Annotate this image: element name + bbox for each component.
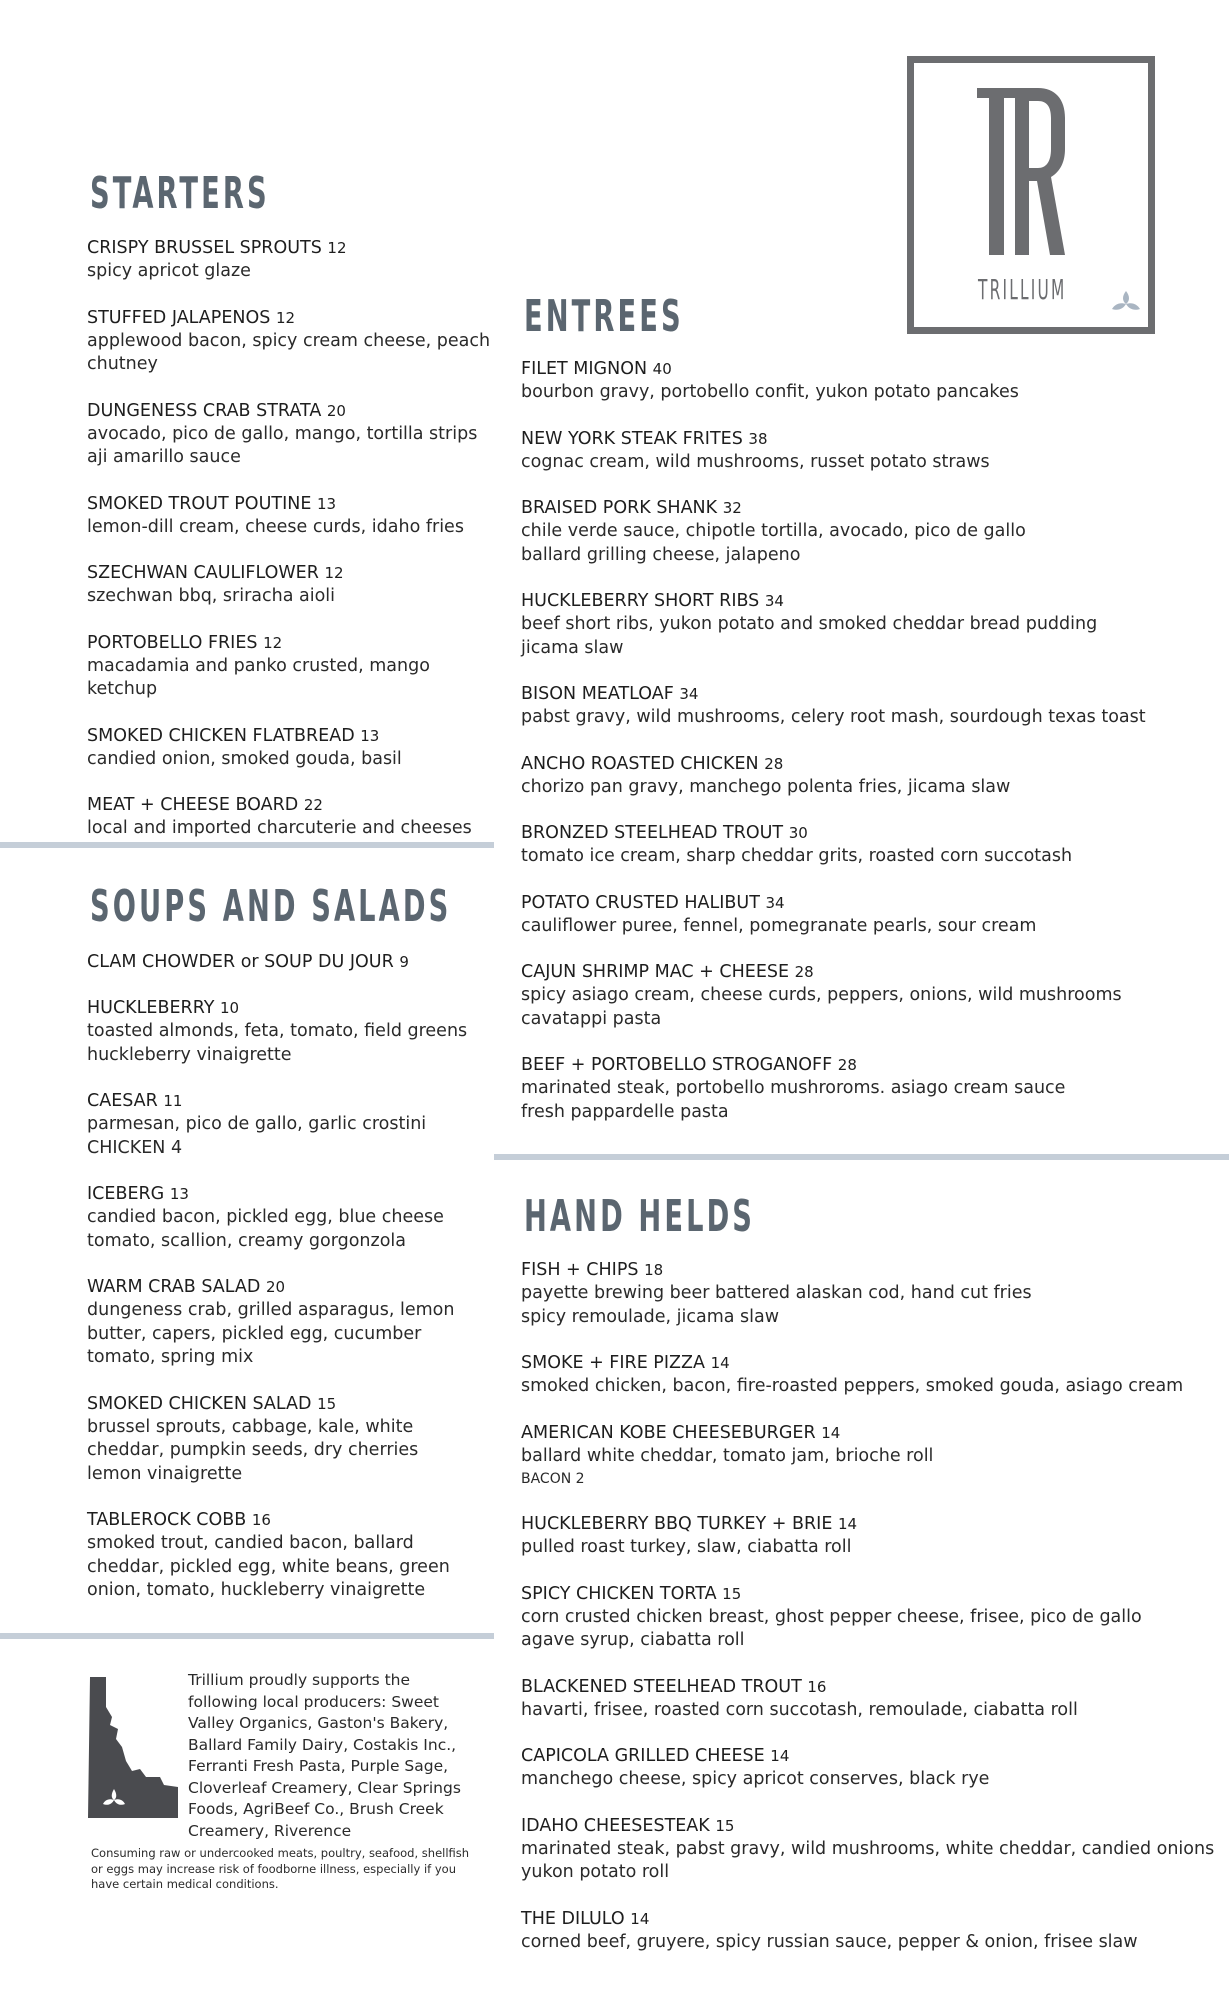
menu-item [87, 1509, 497, 1603]
trillium-flower-icon [1112, 291, 1140, 313]
section-divider [494, 1154, 1229, 1160]
menu-item [87, 562, 497, 609]
menu-item [521, 497, 1211, 567]
menu-item-price: 11 [163, 1092, 183, 1110]
menu-item-title [521, 1513, 1221, 1536]
menu-item [87, 951, 497, 974]
menu-item [521, 1815, 1221, 1885]
menu-item-description: tomato ice cream, sharp cheddar grits, roasted corn succotash [521, 846, 1073, 866]
tr-monogram-icon [914, 63, 1148, 273]
menu-item-name: FISH + CHIPS [521, 1260, 639, 1280]
menu-item-name: SPICY CHICKEN TORTA [521, 1583, 717, 1604]
menu-item-price: 28 [794, 963, 814, 981]
menu-item-price: 38 [748, 429, 768, 448]
hand-helds-heading: HAND HELDS [524, 1191, 756, 1242]
menu-item-price: 14 [837, 1515, 858, 1533]
menu-item [87, 1393, 497, 1487]
menu-item-price: 15 [715, 1816, 735, 1835]
menu-item-title [521, 428, 1211, 451]
menu-item-name: SMOKED CHICKEN FLATBREAD [87, 725, 355, 746]
menu-item [521, 753, 1211, 800]
menu-item-description: beef short ribs, yukon potato and smoked cheddar bread pudding jicama slaw [521, 614, 1098, 658]
menu-item-name: SMOKED TROUT POUTINE [87, 493, 312, 514]
menu-item [521, 358, 1211, 405]
menu-item-name: STUFFED JALAPENOS [87, 307, 271, 328]
menu-item-description: spicy apricot glaze [87, 261, 251, 281]
menu-item-name: CRISPY BRUSSEL SPROUTS [87, 238, 322, 258]
menu-item-price: 12 [327, 239, 347, 257]
menu-item [521, 1054, 1211, 1124]
menu-item-description: applewood bacon, spicy cream cheese, peach chutney [87, 330, 491, 374]
menu-item-title [87, 1090, 497, 1113]
producers-list: Sweet Valley Organics, Gaston's Bakery, Ballard Family Dairy, Costakis Inc., Ferranti Fresh Pasta, Purple Sage, Cloverleaf Creamery, Clear Springs Foods, AgriBeef Co., Brush Creek Creamery, Riverence [188, 1692, 461, 1840]
idaho-state-icon [88, 1677, 178, 1818]
menu-item-title [521, 1259, 1221, 1282]
menu-item-title [521, 1676, 1221, 1699]
menu-item-title [521, 1815, 1221, 1838]
menu-item-title [87, 1393, 497, 1416]
menu-item [87, 1090, 497, 1160]
menu-item [521, 1745, 1221, 1792]
menu-item-name: WARM CRAB SALAD [87, 1277, 261, 1297]
menu-item-price: 40 [652, 360, 672, 378]
entrees-list [521, 358, 1211, 1147]
menu-item-title [521, 1054, 1211, 1077]
menu-item [521, 428, 1211, 475]
menu-item-description: bourbon gravy, portobello confit, yukon potato pancakes [521, 382, 1019, 402]
producers-intro: Trillium proudly supports the following local producers: [188, 1671, 411, 1711]
menu-item-description: candied bacon, pickled egg, blue cheese tomato, scallion, creamy gorgonzola [87, 1207, 444, 1251]
menu-item-name: BLACKENED STEELHEAD TROUT [521, 1676, 802, 1697]
menu-item-description: payette brewing beer battered alaskan cod, hand cut fries spicy remoulade, jicama slaw [521, 1283, 1032, 1327]
menu-item-price: 12 [324, 564, 344, 582]
menu-item-description: candied onion, smoked gouda, basil [87, 748, 402, 769]
menu-item-price: 14 [770, 1747, 790, 1765]
menu-item-title [521, 1352, 1221, 1375]
menu-item-price: 13 [169, 1185, 189, 1203]
menu-item-title [87, 632, 497, 655]
menu-item-price: 16 [807, 1677, 827, 1696]
menu-item-description: cauliflower puree, fennel, pomegranate pearls, sour cream [521, 915, 1037, 936]
menu-item [87, 1183, 497, 1253]
menu-item-price: 20 [265, 1278, 286, 1296]
menu-item-description: ballard white cheddar, tomato jam, brioche roll [521, 1445, 934, 1466]
menu-item-title [87, 400, 497, 423]
menu-item-name: MEAT + CHEESE BOARD [87, 795, 299, 815]
menu-item [521, 1422, 1221, 1491]
menu-item-title [87, 1509, 497, 1532]
menu-item-name: CAESAR [87, 1091, 158, 1111]
menu-item-description: avocado, pico de gallo, mango, tortilla strips aji amarillo sauce [87, 423, 478, 467]
menu-item-name: NEW YORK STEAK FRITES [521, 428, 743, 449]
starters-heading: STARTERS [90, 168, 270, 219]
soups-salads-heading: SOUPS AND SALADS [90, 881, 452, 932]
menu-item-price: 14 [821, 1423, 841, 1442]
menu-item-description: parmesan, pico de gallo, garlic crostini CHICKEN 4 [87, 1114, 427, 1158]
menu-item-name: HUCKLEBERRY BBQ TURKEY + BRIE [521, 1514, 833, 1534]
menu-item-description: chile verde sauce, chipotle tortilla, avocado, pico de gallo ballard grilling cheese, jalapeno [521, 521, 1026, 565]
menu-item-description: spicy asiago cream, cheese curds, peppers, onions, wild mushrooms cavatappi pasta [521, 985, 1122, 1029]
menu-item-name: SMOKE + FIRE PIZZA [521, 1353, 705, 1373]
menu-item-description: pabst gravy, wild mushrooms, celery root mash, sourdough texas toast [521, 707, 1146, 727]
starters-list [87, 237, 497, 864]
menu-item-title [87, 562, 497, 585]
menu-item-title [521, 1908, 1221, 1931]
menu-item-price: 22 [303, 796, 323, 814]
menu-item-title [87, 493, 497, 516]
menu-item-description: lemon-dill cream, cheese curds, idaho fries [87, 516, 464, 537]
menu-item-price: 13 [316, 494, 337, 513]
menu-item-title [521, 358, 1211, 381]
menu-item [87, 794, 497, 841]
menu-item-name: TABLEROCK COBB [87, 1510, 247, 1530]
menu-item-name: BEEF + PORTOBELLO STROGANOFF [521, 1055, 833, 1075]
menu-item [87, 1276, 497, 1370]
menu-item-description: havarti, frisee, roasted corn succotash, remoulade, ciabatta roll [521, 1699, 1078, 1720]
menu-item-name: SMOKED CHICKEN SALAD [87, 1393, 312, 1414]
menu-item-price: 10 [220, 999, 240, 1017]
menu-item-name: DUNGENESS CRAB STRATA [87, 400, 322, 421]
menu-item-name: ICEBERG [87, 1184, 165, 1204]
menu-item-name: BISON MEATLOAF [521, 684, 674, 704]
menu-item-title [521, 1745, 1221, 1768]
menu-item-title [521, 961, 1211, 984]
menu-item-description: cognac cream, wild mushrooms, russet potato straws [521, 451, 990, 472]
menu-item [521, 683, 1211, 730]
menu-item-name: POTATO CRUSTED HALIBUT [521, 892, 760, 913]
menu-item [521, 1676, 1221, 1723]
menu-item-title [87, 1276, 497, 1299]
menu-item [87, 307, 497, 377]
menu-item-price: 18 [644, 1261, 664, 1279]
menu-item [521, 1583, 1221, 1653]
menu-item-description: brussel sprouts, cabbage, kale, white cheddar, pumpkin seeds, dry cherries lemon vinaigrette [87, 1416, 419, 1484]
menu-item-description: local and imported charcuterie and cheeses [87, 818, 472, 838]
menu-item [521, 822, 1211, 869]
section-divider [0, 842, 494, 848]
menu-item-title [521, 892, 1211, 915]
menu-item-price: 15 [317, 1394, 337, 1413]
menu-item-description: marinated steak, portobello mushroroms. asiago cream sauce fresh pappardelle pasta [521, 1078, 1066, 1122]
menu-item [521, 961, 1211, 1031]
section-divider [0, 1633, 494, 1639]
menu-item-title [521, 822, 1211, 845]
menu-item-title [87, 794, 497, 817]
menu-item-price: 34 [764, 592, 784, 610]
menu-item-price: 9 [399, 953, 409, 971]
menu-item-name: PORTOBELLO FRIES [87, 632, 258, 653]
menu-item-title [87, 725, 497, 748]
logo-wordmark: TRILLIUM [978, 273, 1067, 306]
menu-item-price: 13 [360, 726, 380, 745]
menu-item-price: 12 [275, 308, 296, 327]
menu-item [87, 725, 497, 772]
menu-item-name: ANCHO ROASTED CHICKEN [521, 753, 759, 774]
menu-item [521, 1513, 1221, 1560]
menu-item-title [521, 1422, 1221, 1445]
menu-item-price: 14 [710, 1354, 730, 1372]
menu-item-price: 28 [837, 1056, 857, 1074]
menu-item-name: FILET MIGNON [521, 359, 648, 379]
menu-item [521, 1908, 1221, 1955]
menu-item-name: SZECHWAN CAULIFLOWER [87, 563, 319, 583]
menu-item-price: 34 [679, 685, 699, 703]
menu-item [87, 493, 497, 540]
menu-item [521, 1259, 1221, 1329]
menu-item-description: marinated steak, pabst gravy, wild mushrooms, white cheddar, candied onions yukon potato roll [521, 1838, 1215, 1882]
menu-item-name: AMERICAN KOBE CHEESEBURGER [521, 1422, 816, 1443]
hand-helds-list [521, 1259, 1221, 1977]
menu-item-title [87, 997, 497, 1020]
menu-item-price: 16 [251, 1511, 271, 1529]
menu-item [87, 237, 497, 284]
menu-item-description: pulled roast turkey, slaw, ciabatta roll [521, 1537, 852, 1557]
menu-item-price: 28 [764, 754, 784, 773]
menu-item-price: 14 [630, 1909, 650, 1928]
menu-item-description: szechwan bbq, sriracha aioli [87, 586, 336, 606]
producers-note [188, 1670, 478, 1842]
menu-item-description: toasted almonds, feta, tomato, field greens huckleberry vinaigrette [87, 1021, 468, 1065]
menu-item-title [521, 497, 1211, 520]
menu-item-description: macadamia and panko crusted, mango ketchup [87, 655, 430, 699]
menu-item-addon: BACON 2 [521, 1471, 585, 1487]
menu-item-name: CLAM CHOWDER or SOUP DU JOUR [87, 952, 394, 972]
menu-item-description: smoked chicken, bacon, fire-roasted peppers, smoked gouda, asiago cream [521, 1376, 1184, 1396]
menu-item-name: BRONZED STEELHEAD TROUT [521, 823, 784, 843]
menu-item-name: BRAISED PORK SHANK [521, 498, 718, 518]
menu-item-name: CAJUN SHRIMP MAC + CHEESE [521, 962, 790, 982]
menu-item-title [87, 307, 497, 330]
entrees-heading: ENTREES [524, 291, 684, 342]
menu-item-description: manchego cheese, spicy apricot conserves, black rye [521, 1769, 990, 1789]
menu-item-price: 20 [326, 401, 346, 420]
menu-item-title [521, 753, 1211, 776]
menu-item-price: 12 [263, 633, 283, 652]
menu-item-title [87, 951, 497, 974]
menu-item [521, 892, 1211, 939]
menu-item [521, 1352, 1221, 1399]
menu-item-description: corned beef, gruyere, spicy russian sauce, pepper & onion, frisee slaw [521, 1931, 1138, 1952]
menu-item-name: IDAHO CHEESESTEAK [521, 1815, 710, 1836]
menu-item-name: THE DILULO [521, 1908, 625, 1929]
menu-item-description: corn crusted chicken breast, ghost pepper cheese, frisee, pico de gallo agave syrup, ciabatta roll [521, 1606, 1142, 1650]
menu-item-price: 32 [722, 499, 742, 517]
menu-item [521, 590, 1211, 660]
menu-item-price: 30 [788, 824, 808, 842]
menu-item-description: chorizo pan gravy, manchego polenta fries, jicama slaw [521, 776, 1011, 797]
menu-item-description: smoked trout, candied bacon, ballard cheddar, pickled egg, white beans, green onion, tomato, huckleberry vinaigrette [87, 1533, 450, 1600]
trillium-logo [907, 56, 1155, 334]
menu-item-title [87, 1183, 497, 1206]
menu-item-title [521, 590, 1211, 613]
menu-item-name: HUCKLEBERRY [87, 998, 215, 1018]
food-safety-disclaimer: Consuming raw or undercooked meats, poultry, seafood, shellfish or eggs may increase risk of foodborne illness, especially if you have certain medical conditions. [91, 1846, 470, 1891]
soups-salads-list [87, 951, 497, 1626]
menu-item-title [521, 683, 1211, 706]
menu-item [87, 400, 497, 470]
menu-item-price: 34 [765, 893, 785, 912]
menu-item-name: CAPICOLA GRILLED CHEESE [521, 1746, 765, 1766]
menu-item-title [87, 237, 497, 260]
menu-item-description: dungeness crab, grilled asparagus, lemon butter, capers, pickled egg, cucumber tomato, spring mix [87, 1300, 455, 1367]
menu-item-title [521, 1583, 1221, 1606]
menu-item-price: 15 [722, 1584, 742, 1603]
menu-item [87, 632, 497, 702]
menu-item [87, 997, 497, 1067]
menu-item-name: HUCKLEBERRY SHORT RIBS [521, 591, 760, 611]
